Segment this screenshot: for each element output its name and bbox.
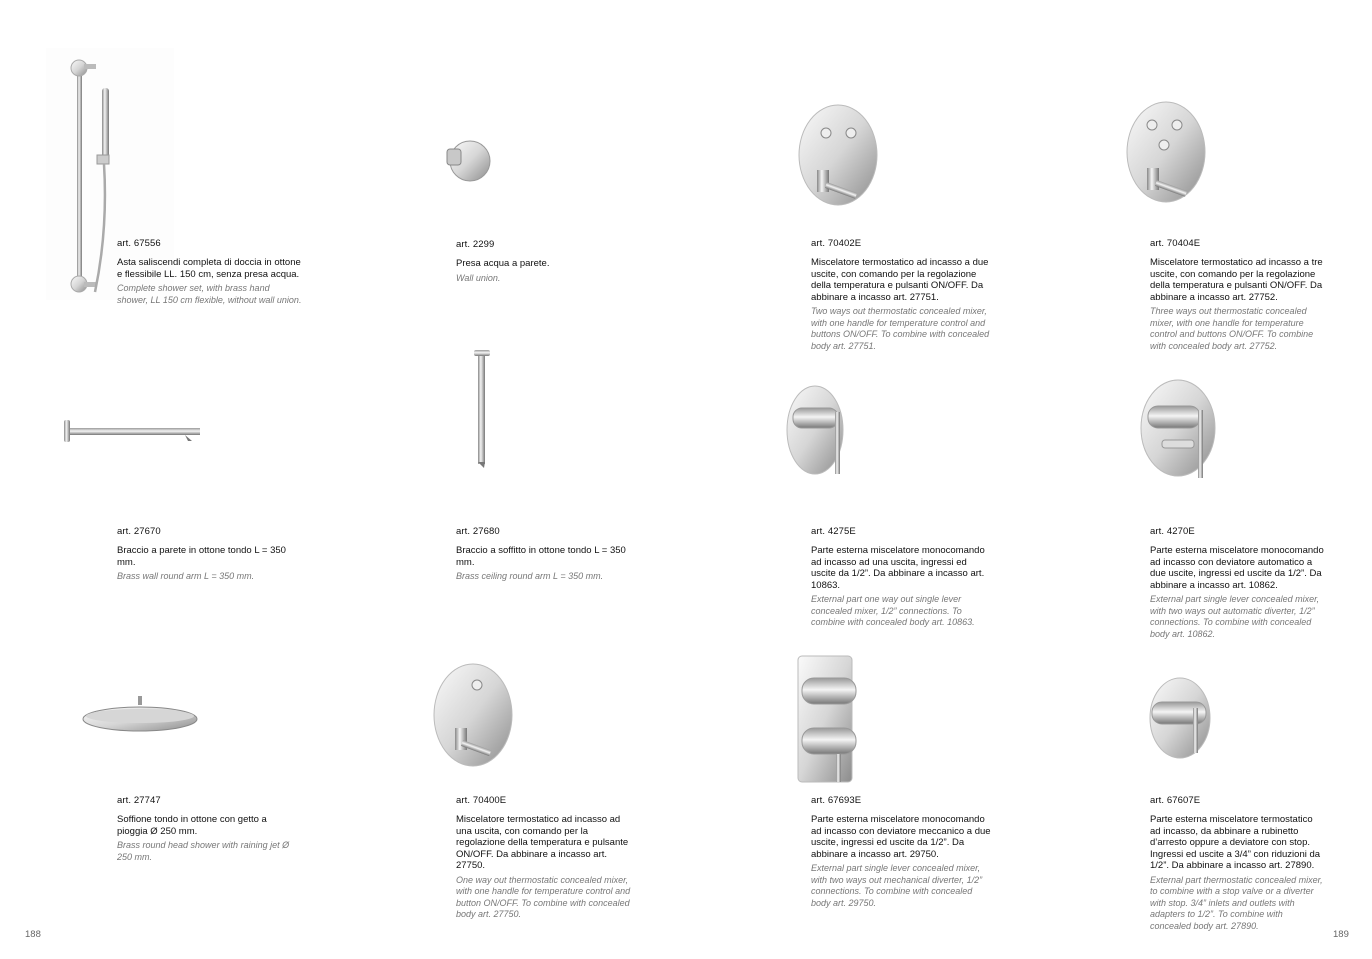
description-en: Brass round head shower with raining jet Ø 250 mm. bbox=[117, 840, 290, 862]
description-en: External part single lever concealed mixer, with two ways out mechanical diverter, 1/2” connections. To combine with concealed body art. 29750. bbox=[811, 863, 983, 908]
art-number: art. 67556 bbox=[117, 238, 161, 249]
product-70404E bbox=[1150, 238, 1326, 352]
description-it: Parte esterna miscelatore termostatico ad incasso, da abbinare a rubinetto d’arresto oppure a deviatore con stop. Ingressi ed uscite a 3/4” con riduzioni da 1/2”. Da abbinare a incasso art. 27890. bbox=[1150, 814, 1321, 871]
mechanical-diverter-mixer-image bbox=[798, 656, 856, 782]
description-it: Parte esterna miscelatore monocomando ad incasso con deviatore meccanico a due uscite, ingressi ed uscite da 1/2”. Da abbinare a incasso art. 29750. bbox=[811, 814, 991, 860]
description-en: Brass wall round arm L = 350 mm. bbox=[117, 571, 255, 581]
product-4270E bbox=[1150, 526, 1330, 640]
description-it: Miscelatore termostatico ad incasso a due uscite, con comando per la regolazione della temperatura e pulsanti ON/OFF. Da abbinare a incasso art. 27751. bbox=[811, 257, 989, 303]
description-it: Miscelatore termostatico ad incasso ad una uscita, con comando per la regolazione della temperatura e pulsante ON/OFF. Da abbinare a incasso art. 27750. bbox=[456, 814, 629, 871]
product-70402E bbox=[811, 238, 991, 352]
page-number-left: 188 bbox=[25, 929, 41, 940]
description-en: Complete shower set, with brass hand shower, LL 150 cm flexible, without wall union. bbox=[117, 283, 302, 305]
description-it: Braccio a parete in ottone tondo L = 350 mm. bbox=[117, 545, 286, 568]
head-shower-image bbox=[83, 696, 197, 731]
description-en: External part single lever concealed mixer, with two ways out automatic diverter, 1/2” connections. To combine with concealed body art. 10862. bbox=[1150, 594, 1320, 639]
product-27747 bbox=[117, 795, 297, 863]
description-en: One way out thermostatic concealed mixer, with one handle for temperature control and button ON/OFF. To combine with concealed body art. 27750. bbox=[456, 874, 631, 919]
description-it: Miscelatore termostatico ad incasso a tre uscite, con comando per la regolazione della temperatura e pulsanti ON/OFF. Da abbinare a incasso art. 27752. bbox=[1150, 257, 1323, 303]
product-70400E bbox=[456, 795, 636, 921]
description-it: Parte esterna miscelatore monocomando ad incasso ad una uscita, ingressi ed uscite da 1/2”. Da abbinare a incasso art. 10863. bbox=[811, 545, 985, 591]
art-number: art. 27747 bbox=[117, 795, 161, 806]
description-en: Wall union. bbox=[456, 272, 501, 283]
art-number: art. 70402E bbox=[811, 238, 862, 249]
product-27670 bbox=[117, 526, 292, 583]
description-en: Three ways out thermostatic concealed mixer, with one handle for temperature control and buttons ON/OFF. To combine with concealed body art. 27752. bbox=[1150, 306, 1314, 351]
description-en: Two ways out thermostatic concealed mixer, with one handle for temperature control and buttons ON/OFF. To combine with concealed body art. 27751. bbox=[811, 306, 990, 351]
product-67556 bbox=[117, 238, 302, 306]
ceiling-arm-image bbox=[474, 350, 490, 468]
wall-union-image bbox=[447, 141, 490, 181]
description-en: External part thermostatic concealed mixer, to combine with a stop valve or a diverter with stop. 3/4” inlets and outlets with adapters to 1/2”. To combine with concealed body art. 27890. bbox=[1150, 874, 1323, 931]
single-lever-diverter-mixer-image bbox=[1141, 380, 1215, 478]
description-it: Presa acqua a parete. bbox=[456, 258, 550, 269]
page-number-right: 189 bbox=[1333, 929, 1349, 940]
description-it: Braccio a soffitto in ottone tondo L = 350 mm. bbox=[456, 545, 626, 568]
description-it: Soffione tondo in ottone con getto a pioggia Ø 250 mm. bbox=[117, 814, 267, 837]
thermostatic-mixer-external-image bbox=[1150, 678, 1210, 758]
thermostatic-mixer-1way-image bbox=[434, 664, 512, 766]
art-number: art. 4275E bbox=[811, 526, 856, 537]
art-number: art. 70400E bbox=[456, 795, 507, 806]
wall-arm-image bbox=[64, 420, 200, 442]
art-number: art. 67607E bbox=[1150, 795, 1201, 806]
product-4275E bbox=[811, 526, 991, 629]
product-67693E bbox=[811, 795, 991, 909]
thermostatic-mixer-3way-image bbox=[1127, 102, 1205, 202]
art-number: art. 27670 bbox=[117, 526, 161, 537]
art-number: art. 67693E bbox=[811, 795, 862, 806]
description-it: Parte esterna miscelatore monocomando ad incasso con deviatore automatico a due uscite, ingressi ed uscite da 1/2”. Da abbinare a incasso art. 10862. bbox=[1150, 545, 1324, 591]
product-67607E bbox=[1150, 795, 1325, 932]
art-number: art. 2299 bbox=[456, 239, 495, 250]
description-it: Asta saliscendi completa di doccia in ottone e flessibile LL. 150 cm, senza presa acqua. bbox=[117, 257, 301, 280]
description-en: External part one way out single lever concealed mixer, 1/2” connections. To combine with concealed body art. 10863. bbox=[811, 594, 975, 627]
product-27680 bbox=[456, 526, 631, 583]
art-number: art. 27680 bbox=[456, 526, 500, 537]
art-number: art. 70404E bbox=[1150, 238, 1201, 249]
thermostatic-mixer-2way-image bbox=[799, 105, 877, 205]
product-2299 bbox=[456, 239, 636, 284]
description-en: Brass ceiling round arm L = 350 mm. bbox=[456, 571, 604, 581]
single-lever-mixer-image bbox=[787, 386, 843, 474]
art-number: art. 4270E bbox=[1150, 526, 1195, 537]
